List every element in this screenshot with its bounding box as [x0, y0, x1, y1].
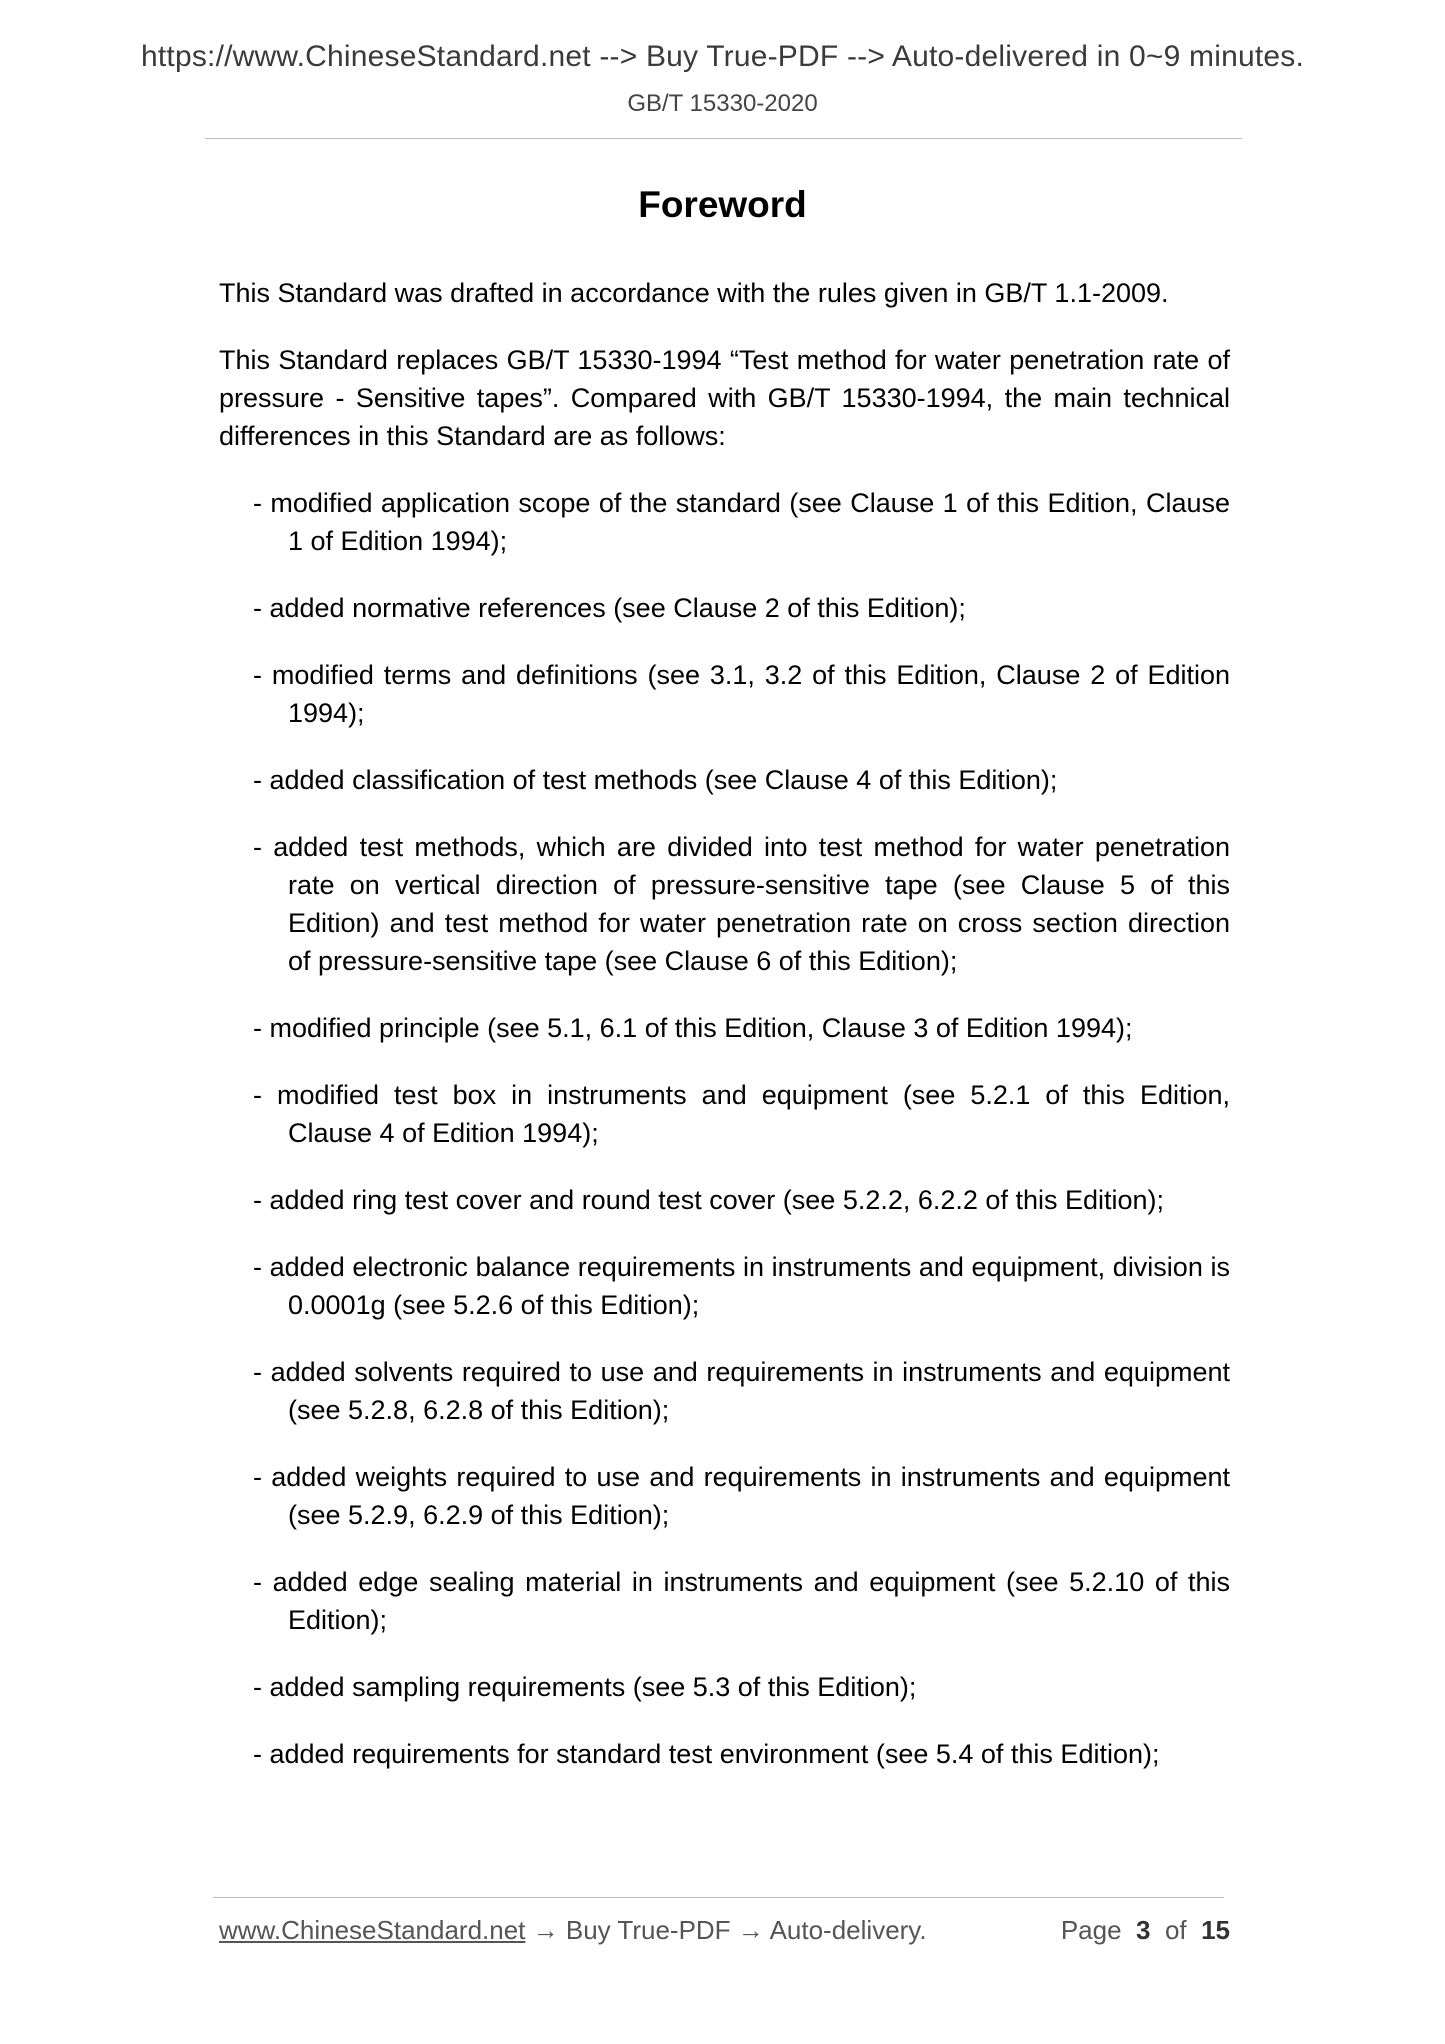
- footer-divider: [213, 1897, 1224, 1898]
- list-item: - added requirements for standard test environment (see 5.4 of this Edition);: [253, 1739, 1160, 1769]
- list-item: - added weights required to use and requirements in instruments and equipment (see 5.2.9, 6.2.9 of this Edition);: [253, 1462, 1230, 1530]
- page-title: Foreword: [638, 184, 807, 225]
- list-item: - modified principle (see 5.1, 6.1 of this Edition, Clause 3 of Edition 1994);: [253, 1013, 1133, 1043]
- page-total: 15: [1201, 1915, 1230, 1945]
- list-item: - added edge sealing material in instruments and equipment (see 5.2.10 of this Edition);: [253, 1567, 1230, 1635]
- of-label: of: [1164, 1915, 1187, 1945]
- footer-left: [219, 1915, 927, 1946]
- header-divider: [205, 138, 1242, 139]
- replacement-paragraph: This Standard replaces GB/T 15330-1994 “Test method for water penetration rate of pressure - Sensitive tapes”. Compared with GB/T 15330-1994, the main technical differences in this Standard are as follows:: [219, 345, 1230, 451]
- top-banner: https://www.ChineseStandard.net --> Buy True-PDF --> Auto-delivered in 0~9 minutes.: [141, 40, 1304, 73]
- list-item: - modified application scope of the standard (see Clause 1 of this Edition, Clause 1 of Edition 1994);: [253, 488, 1230, 556]
- list-item: - added solvents required to use and requirements in instruments and equipment (see 5.2.8, 6.2.8 of this Edition);: [253, 1357, 1230, 1425]
- page-indicator: [1061, 1915, 1230, 1946]
- list-item: - added electronic balance requirements in instruments and equipment, division is 0.0001g (see 5.2.6 of this Edition);: [253, 1252, 1230, 1320]
- page-label: Page: [1060, 1915, 1122, 1945]
- footer-site-link[interactable]: www.ChineseStandard.net: [219, 1915, 526, 1945]
- differences-list: [219, 484, 1230, 1773]
- list-item: - modified test box in instruments and equipment (see 5.2.1 of this Edition, Clause 4 of Edition 1994);: [253, 1080, 1230, 1148]
- document-body: [219, 274, 1230, 1802]
- list-item: - added test methods, which are divided into test method for water penetration rate on vertical direction of pressure-sensitive tape (see Clause 5 of this Edition) and test method for water penetration rate on cross section direction of pressure-sensitive tape (see Clause 6 of this Edition);: [253, 832, 1230, 976]
- list-item: - added sampling requirements (see 5.3 of this Edition);: [253, 1672, 917, 1702]
- list-item: - added classification of test methods (see Clause 4 of this Edition);: [253, 765, 1058, 795]
- list-item: - added ring test cover and round test cover (see 5.2.2, 6.2.2 of this Edition);: [253, 1185, 1165, 1215]
- intro-paragraph: This Standard was drafted in accordance with the rules given in GB/T 1.1-2009.: [219, 278, 1169, 308]
- footer-tail-text: → Buy True-PDF → Auto-delivery.: [525, 1915, 927, 1945]
- list-item: - added normative references (see Clause 2 of this Edition);: [253, 593, 966, 623]
- page-number: 3: [1136, 1915, 1151, 1945]
- standard-code: GB/T 15330-2020: [627, 90, 818, 117]
- list-item: - modified terms and definitions (see 3.1, 3.2 of this Edition, Clause 2 of Edition 1994);: [253, 660, 1230, 728]
